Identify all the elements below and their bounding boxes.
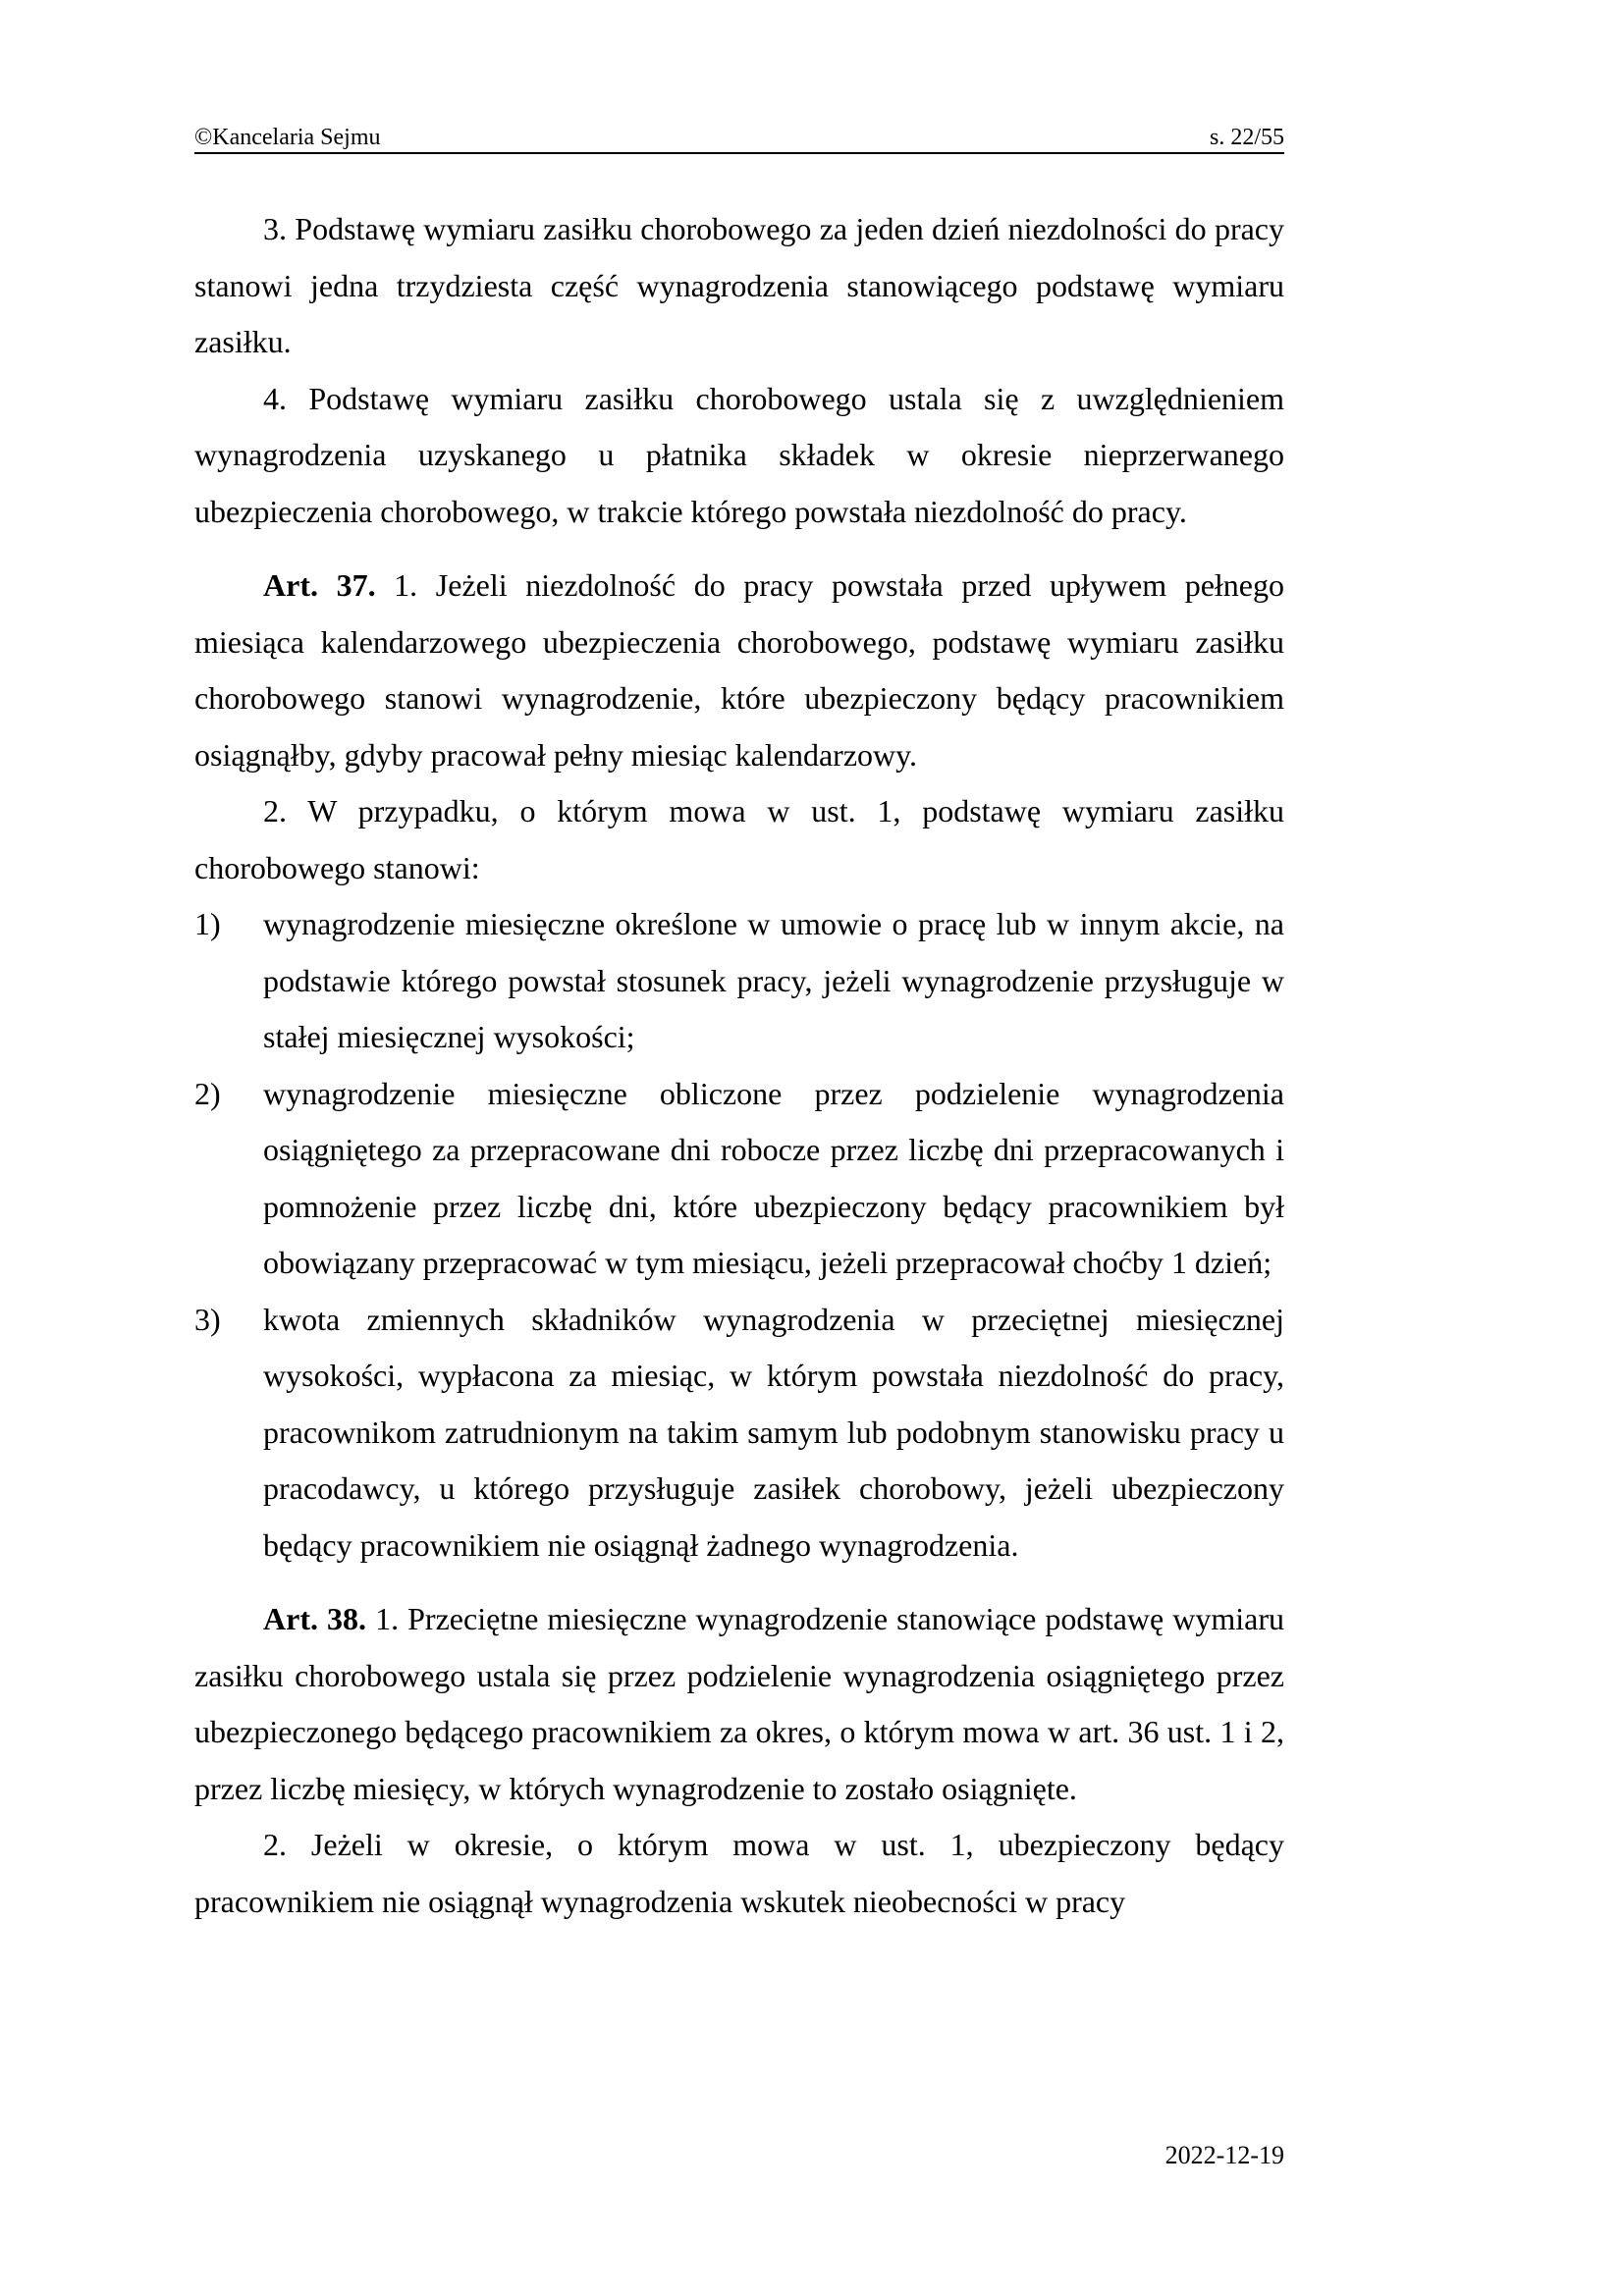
- list-item: [194, 1292, 1284, 1575]
- paragraph: 4. Podstawę wymiaru zasiłku chorobowego ustala się z uwzględnieniem wynagrodzenia uzyskanego u płatnika składek w okresie nieprzerwanego ubezpieczenia chorobowego, w trakcie którego powstała niezdolność do pracy.: [194, 380, 1284, 529]
- list-item-number: 2): [194, 1075, 221, 1111]
- document-body: [194, 201, 1284, 1930]
- article-38-paragraph-2: 2. Jeżeli w okresie, o którym mowa w ust. 1, ubezpieczony będący pracownikiem nie osiągnął wynagrodzenia wskutek nieobecności w pracy: [194, 1827, 1284, 1919]
- article-38-label: Art. 38.: [263, 1601, 367, 1636]
- header-publisher: ©Kancelaria Sejmu: [194, 125, 381, 150]
- paragraph: 3. Podstawę wymiaru zasiłku chorobowego za jeden dzień niezdolności do pracy stanowi jedna trzydziesta część wynagrodzenia stanowiącego podstawę wymiaru zasiłku.: [194, 211, 1284, 359]
- article-38-paragraph-1: [194, 1591, 1284, 1817]
- article-37-paragraph-2: 2. W przypadku, o którym mowa w ust. 1, podstawę wymiaru zasiłku chorobowego stanowi:: [194, 793, 1284, 885]
- list-item-text: wynagrodzenie miesięczne określone w umowie o pracę lub w innym akcie, na podstawie którego powstał stosunek pracy, jeżeli wynagrodzenie przysługuje w stałej miesięcznej wysokości;: [263, 906, 1284, 1054]
- list-item: [194, 896, 1284, 1066]
- article-37-text: 1. Jeżeli niezdolność do pracy powstała przed upływem pełnego miesiąca kalendarzowego ubezpieczenia chorobowego, podstawę wymiaru zasiłku chorobowego stanowi wynagrodzenie, które ubezpieczony będący pracownikiem osiągnąłby, gdyby pracował pełny miesiąc kalendarzowy.: [194, 567, 1285, 773]
- list-item-number: 1): [194, 906, 221, 941]
- page-header: [194, 123, 1284, 154]
- list-item-text: wynagrodzenie miesięczne obliczone przez podzielenie wynagrodzenia osiągniętego za przepracowane dni robocze przez liczbę dni przepracowanych i pomnożenie przez liczbę dni, które ubezpieczony będący pracownikiem był obowiązany przepracować w tym miesiącu, jeżeli przepracował choćby 1 dzień;: [263, 1075, 1284, 1280]
- list-item-number: 3): [194, 1301, 221, 1337]
- article-37-label: Art. 37.: [263, 567, 376, 603]
- article-38-text: 1. Przeciętne miesięczne wynagrodzenie stanowiące podstawę wymiaru zasiłku chorobowego ustala się przez podzielenie wynagrodzenia osiągniętego przez ubezpieczonego będącego pracownikiem za okres, o którym mowa w art. 36 ust. 1 i 2, przez liczbę miesięcy, w których wynagrodzenie to zostało osiągnięte.: [194, 1601, 1285, 1806]
- article-37-paragraph-1: [194, 558, 1284, 783]
- header-page-number: s. 22/55: [1209, 125, 1284, 150]
- list-item: [194, 1066, 1284, 1292]
- footer-date: 2022-12-19: [1164, 2141, 1284, 2169]
- list-item-text: kwota zmiennych składników wynagrodzenia w przeciętnej miesięcznej wysokości, wypłacona za miesiąc, w którym powstała niezdolność do pracy, pracownikom zatrudnionym na takim samym lub podobnym stanowisku pracy u pracodawcy, u którego przysługuje zasiłek chorobowy, jeżeli ubezpieczony będący pracownikiem nie osiągnął żadnego wynagrodzenia.: [263, 1301, 1284, 1563]
